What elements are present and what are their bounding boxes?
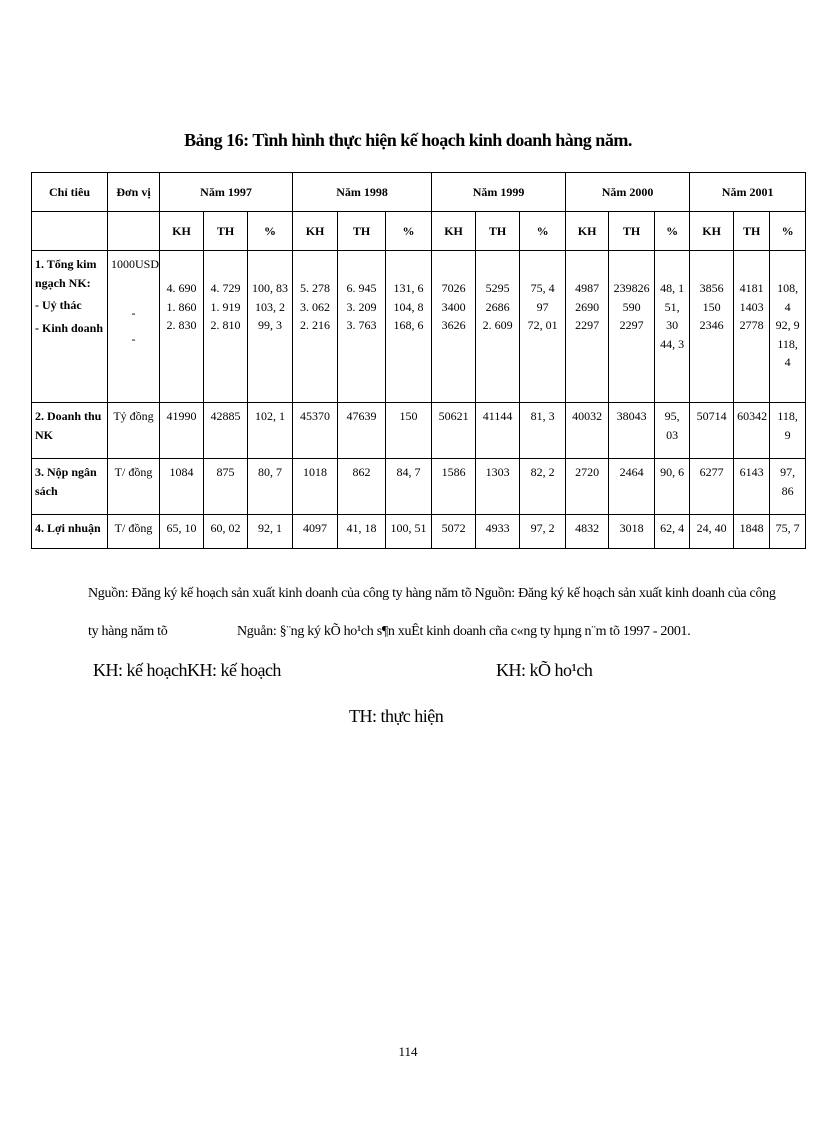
header-pct: % [655,212,690,251]
header-kh: KH [432,212,476,251]
table-row [32,459,806,515]
value-cell [566,515,609,549]
cell-value: 1303 [485,465,510,479]
value-cell [476,459,520,515]
value-cell [338,403,386,459]
header-pct: % [770,212,806,251]
value-cell [690,403,734,459]
cell-value: 5072 [441,521,466,535]
value-cell [734,251,770,403]
value-cell [432,515,476,549]
cell-value: 3856 150 2346 [699,281,724,333]
value-cell [770,403,806,459]
value-cell [690,459,734,515]
cell-value: 1848 [739,521,764,535]
value-cell [386,459,432,515]
cell-value: 50714 [696,409,727,423]
row-unit-line: - [131,305,136,320]
table-body [32,251,806,549]
value-cell [248,459,293,515]
cell-value: 60, 02 [210,521,241,535]
row-unit-line: T/ đồng [114,521,153,535]
value-cell [734,459,770,515]
value-cell [476,251,520,403]
header-th: TH [609,212,655,251]
cell-value: 4181 1403 2778 [739,281,764,333]
table-row [32,251,806,403]
cell-value: 40032 [572,409,603,423]
cell-value: 862 [352,465,371,479]
cell-value: 131, 6 104, 8 168, 6 [393,281,424,333]
page-number: 114 [398,1044,418,1059]
row-label [32,459,108,515]
row-unit [108,403,160,459]
header-empty [32,212,108,251]
cell-value: 60342 [737,409,768,423]
cell-value: 41144 [482,409,513,423]
cell-value: 97, 2 [530,521,555,535]
cell-value: 100, 83 103, 2 99, 3 [252,281,289,333]
value-cell [655,515,690,549]
header-kh: KH [566,212,609,251]
value-cell [566,403,609,459]
cell-value: 42885 [210,409,241,423]
value-cell [520,251,566,403]
cell-value: 75, 4 97 72, 01 [527,281,558,333]
value-cell [432,403,476,459]
value-cell [770,459,806,515]
cell-value: 45370 [300,409,331,423]
value-cell [338,515,386,549]
cell-value: 4987 2690 2297 [575,281,600,333]
row-label-line: 2. Doanh thu NK [35,409,102,442]
cell-value: 6277 [699,465,724,479]
value-cell [248,403,293,459]
cell-value: 1586 [441,465,466,479]
value-cell [204,515,248,549]
value-cell [248,251,293,403]
header-kh: KH [160,212,204,251]
value-cell [293,459,338,515]
value-cell [655,251,690,403]
cell-value: 38043 [616,409,647,423]
legend-kh-right: KH: kÕ ho¹ch [496,660,593,680]
value-cell [293,403,338,459]
row-unit-line: 1000USD [111,257,160,271]
value-cell [520,459,566,515]
header-row-years [32,173,806,212]
cell-value: 118, 9 [777,409,798,442]
value-cell [566,251,609,403]
header-year: Năm 1998 [293,173,432,212]
row-unit [108,515,160,549]
header-pct: % [386,212,432,251]
header-th: TH [476,212,520,251]
value-cell [609,403,655,459]
source-note-line2b: Nguån: §¨ng ký kÕ ho¹ch s¶n xuÊt kinh doanh cña c«ng ty hµng n¨m tõ 1997 - 2001. [237,624,691,639]
cell-value: 1084 [169,465,194,479]
value-cell [690,251,734,403]
cell-value: 48, 1 51, 30 44, 3 [660,281,685,351]
cell-value: 6143 [739,465,764,479]
row-unit-line: Tỷ đồng [113,409,154,423]
value-cell [520,403,566,459]
cell-value: 2464 [619,465,644,479]
cell-value: 82, 2 [530,465,555,479]
row-label [32,403,108,459]
table-row [32,515,806,549]
value-cell [338,459,386,515]
cell-value: 62, 4 [660,521,685,535]
cell-value: 95, 03 [664,409,680,442]
cell-value: 24, 40 [696,521,727,535]
cell-value: 4097 [303,521,328,535]
value-cell [655,459,690,515]
cell-value: 4933 [485,521,510,535]
value-cell [655,403,690,459]
header-th: TH [734,212,770,251]
row-label-line: 4. Lợi nhuận [35,521,101,535]
cell-value: 41, 18 [346,521,377,535]
cell-value: 102, 1 [255,409,286,423]
legend-kh-left: KH: kế hoạchKH: kế hoạch [93,660,281,680]
header-don-vi: Đơn vị [108,173,160,212]
cell-value: 239826 590 2297 [613,281,650,333]
cell-value: 92, 1 [258,521,283,535]
value-cell [160,515,204,549]
cell-value: 4. 690 1. 860 2. 830 [166,281,197,333]
table-title: Bảng 16: Tình hình thực hiện kế hoạch kinh doanh hàng năm. [184,130,632,150]
cell-value: 65, 10 [166,521,197,535]
cell-value: 50621 [438,409,469,423]
value-cell [160,251,204,403]
cell-value: 150 [399,409,418,423]
row-label-line: 3. Nộp ngân sách [35,465,97,498]
row-label [32,251,108,403]
cell-value: 81, 3 [530,409,555,423]
cell-value: 7026 3400 3626 [441,281,466,333]
cell-value: 875 [216,465,235,479]
cell-value: 6. 945 3. 209 3. 763 [346,281,377,333]
value-cell [734,515,770,549]
plan-table [31,172,806,549]
value-cell [204,403,248,459]
cell-value: 75, 7 [775,521,800,535]
cell-value: 3018 [619,521,644,535]
row-unit-line: T/ đồng [114,465,153,479]
header-year: Năm 1997 [160,173,293,212]
value-cell [609,251,655,403]
value-cell [566,459,609,515]
row-unit [108,459,160,515]
value-cell [293,515,338,549]
cell-value: 90, 6 [660,465,685,479]
header-th: TH [204,212,248,251]
value-cell [432,251,476,403]
header-pct: % [520,212,566,251]
value-cell [432,459,476,515]
value-cell [386,251,432,403]
value-cell [770,251,806,403]
cell-value: 2720 [575,465,600,479]
row-unit [108,251,160,403]
value-cell [293,251,338,403]
value-cell [204,459,248,515]
header-pct: % [248,212,293,251]
header-empty [108,212,160,251]
value-cell [476,515,520,549]
header-kh: KH [293,212,338,251]
cell-value: 5. 278 3. 062 2. 216 [300,281,331,333]
cell-value: 4832 [575,521,600,535]
cell-value: 80, 7 [258,465,283,479]
table-row [32,403,806,459]
header-year: Năm 2001 [690,173,806,212]
cell-value: 5295 2686 2. 609 [482,281,513,333]
value-cell [386,403,432,459]
legend-th: TH: thực hiện [349,706,444,726]
source-note-line2a: ty hàng năm tõ [88,624,168,639]
header-chi-tieu: Chỉ tiêu [32,173,108,212]
header-kh: KH [690,212,734,251]
value-cell [609,515,655,549]
value-cell [386,515,432,549]
cell-value: 1018 [303,465,328,479]
source-note-line1: Nguồn: Đăng ký kế hoạch sản xuất kinh doanh của công ty hàng năm tõ Nguồn: Đăng ký kế hoạch sản xuất kinh doanh của công [88,586,776,601]
value-cell [338,251,386,403]
header-th: TH [338,212,386,251]
cell-value: 47639 [346,409,377,423]
value-cell [734,403,770,459]
header-row-sub [32,212,806,251]
cell-value: 100, 51 [390,521,427,535]
row-label-line: - Kinh doanh [35,320,104,335]
value-cell [520,515,566,549]
value-cell [476,403,520,459]
cell-value: 97, 86 [780,465,796,498]
row-label-line: - Uỷ thác [35,298,82,313]
header-year: Năm 2000 [566,173,690,212]
cell-value: 84, 7 [396,465,421,479]
value-cell [160,403,204,459]
value-cell [248,515,293,549]
cell-value: 108, 4 92, 9 118, 4 [775,281,800,370]
cell-value: 41990 [166,409,197,423]
row-unit-line: - [131,332,136,347]
value-cell [609,459,655,515]
header-year: Năm 1999 [432,173,566,212]
value-cell [160,459,204,515]
value-cell [204,251,248,403]
value-cell [770,515,806,549]
row-label-line: 1. Tổng kim ngạch NK: [35,257,97,290]
cell-value: 4. 729 1. 919 2. 810 [210,281,241,333]
row-label [32,515,108,549]
value-cell [690,515,734,549]
